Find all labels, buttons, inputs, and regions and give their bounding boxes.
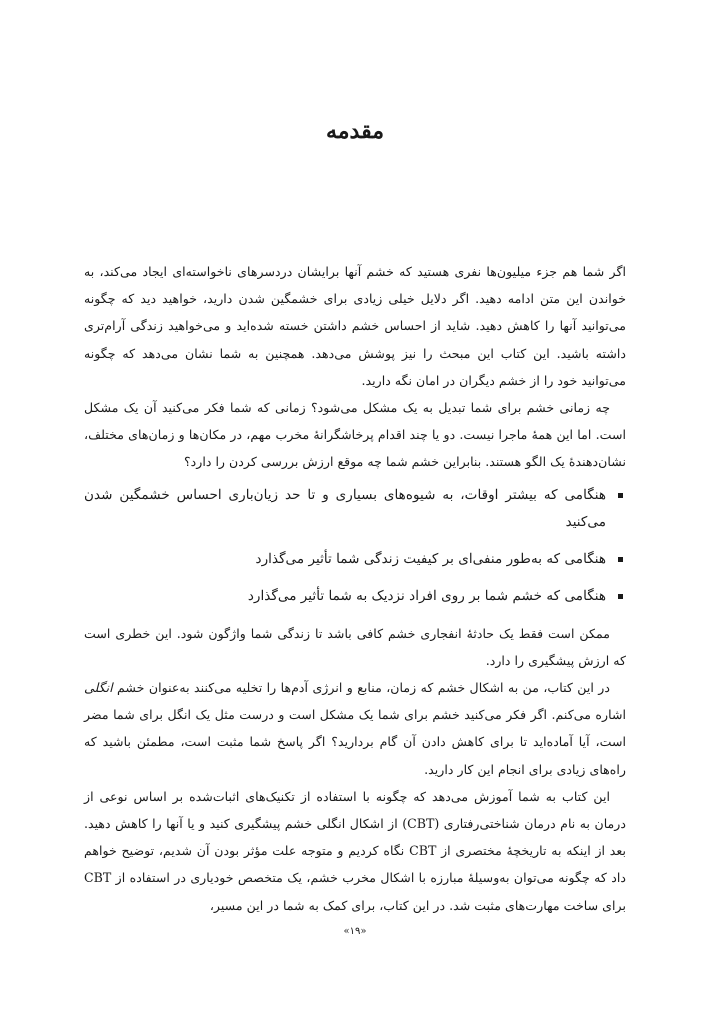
square-bullet-icon: [618, 557, 623, 562]
bullet-item: [84, 482, 626, 536]
page-number: «۱۹»: [343, 926, 367, 937]
square-bullet-icon: [618, 594, 623, 599]
paragraph: اگر شما هم جزء میلیون‌ها نفری هستید که خشم آنها برایشان دردسرهای ناخواسته‌ای ایجاد می‌کند، به خواندن این متن ادامه دهید. اگر دلایل خیلی زیادی برای خشمگین شدن دارید، خواهید دید که چگونه می‌توانید آنها را کاهش دهید. شاید از احساس خشم داشتن خسته شده‌اید و می‌خواهید زندگی آرام‌تری داشته باشید. این کتاب این مبحث را نیز پوشش می‌دهد. همچنین به شما نشان می‌دهد که چگونه می‌توانید خود را از خشم دیگران در امان نگه دارید.: [84, 264, 626, 388]
square-bullet-icon: [618, 493, 623, 498]
paragraph: [84, 674, 626, 783]
chapter-title: مقدمه: [325, 118, 385, 144]
bullet-text: هنگامی که خشم شما بر روی افراد نزدیک به شما تأثیر می‌گذارد: [247, 587, 606, 604]
body-text: [84, 258, 626, 919]
paragraph: چه زمانی خشم برای شما تبدیل به یک مشکل می‌شود؟ زمانی که شما فکر می‌کنید آن یک مشکل است. اما این همهٔ ماجرا نیست. دو یا چند اقدام پرخاشگرانهٔ مخرب مهم، در مکان‌ها و زمان‌های مختلف، نشان‌دهندهٔ یک الگو هستند. بنابراین خشم شما چه موقع ارزش بررسی کردن را دارد؟: [84, 400, 626, 470]
bullet-item: [84, 546, 626, 573]
italic-term: انگلی: [84, 680, 113, 696]
bullet-item: [84, 583, 626, 610]
paragraph: ممکن است فقط یک حادثهٔ انفجاری خشم کافی باشد تا زندگی شما واژگون شود. این خطری است که ارزش پیشگیری را دارد.: [84, 625, 626, 668]
paragraph-text: در این کتاب، من به اشکال خشم که زمان، منابع و انرژی آدم‌ها را تخلیه می‌کنند به‌عنوان خشم: [112, 680, 610, 696]
bullet-list: [84, 482, 626, 610]
bullet-text: هنگامی که به‌طور منفی‌ای بر کیفیت زندگی شما تأثیر می‌گذارد: [255, 550, 606, 567]
paragraph-text: اشاره می‌کنم. اگر فکر می‌کنید خشم برای شما یک مشکل است و درست مثل یک انگل برای شما مضر است، آیا آماده‌اید تا برای کاهش دادن آن گام بردارید؟ اگر پاسخ شما مثبت است، مطمئن باشید که راه‌های زیادی برای انجام این کار دارید.: [84, 707, 626, 777]
paragraph: این کتاب به شما آموزش می‌دهد که چگونه با استفاده از تکنیک‌های اثبات‌شده بر اساس نوعی از درمان به نام درمان شناختی‌رفتاری (CBT) از اشکال انگلی خشم پیشگیری کنید و یا آنها را کاهش دهید. بعد از اینکه به تاریخچهٔ مختصری از CBT نگاه کردیم و متوجه علت مؤثر بودن آن شدیم، توضیح خواهم داد که چگونه می‌توان به‌وسیلهٔ مبارزه با اشکال مخرب خشم، یک متخصص خودیاری در استفاده از CBT برای ساخت مهارت‌های مثبت شد. در این کتاب، برای کمک به شما در این مسیر،: [84, 788, 626, 913]
bullet-text: هنگامی که بیشتر اوقات، به شیوه‌های بسیاری و تا حد زیان‌باری احساس خشمگین شدن می‌کنید: [84, 486, 606, 530]
